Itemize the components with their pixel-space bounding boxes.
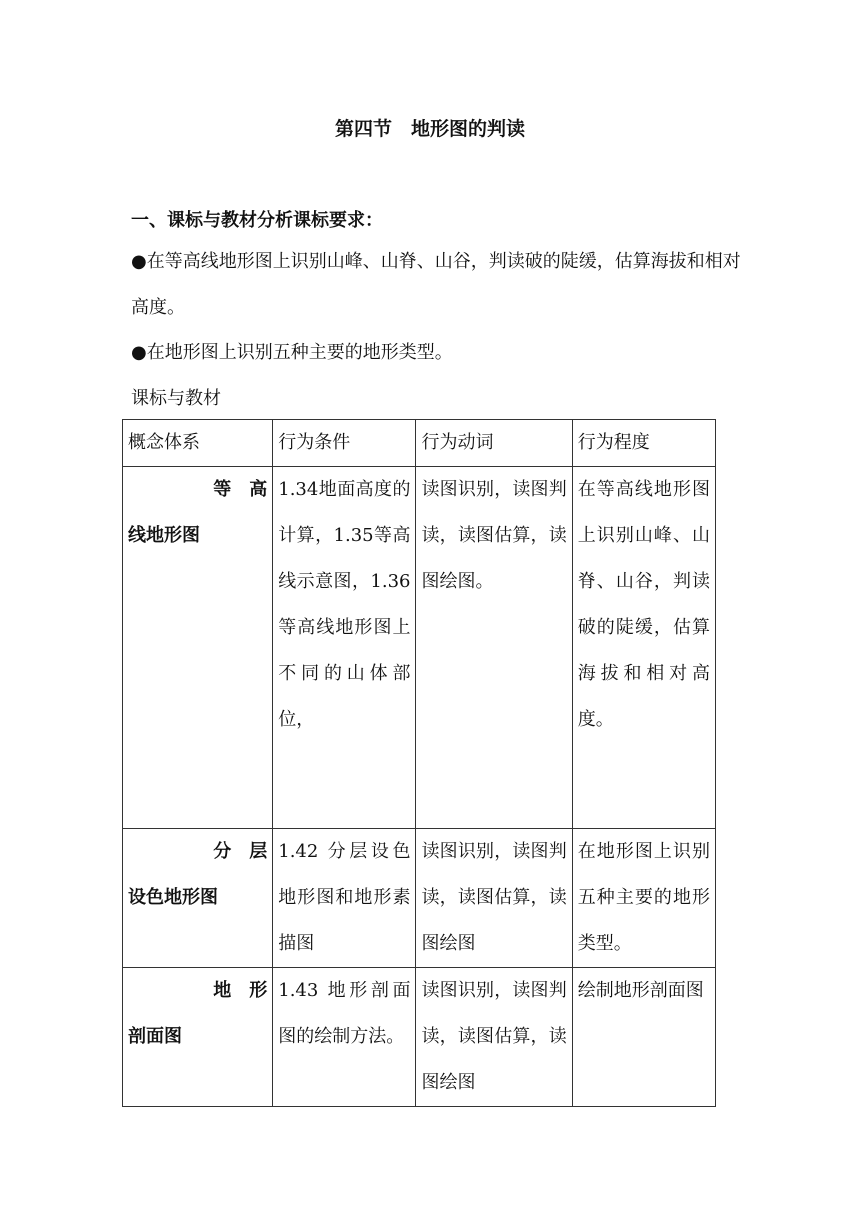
degree-cell: 在等高线地形图上识别山峰、山脊、山谷，判读破的陡缓，估算海拔和相对高度。 [572, 467, 715, 829]
condition-cell: 1.43 地形剖面图的绘制方法。 [273, 968, 416, 1107]
degree-cell: 在地形图上识别五种主要的地形类型。 [572, 829, 715, 968]
condition-cell: 1.42 分层设色地形图和地形素描图 [273, 829, 416, 968]
concept-label-bottom: 剖面图 [128, 1026, 182, 1047]
concept-label-bottom: 设色地形图 [128, 887, 218, 908]
table-caption: 课标与教材 [131, 388, 221, 409]
concept-label-top: 分 层 [213, 841, 268, 862]
header-behavior-degree: 行为程度 [572, 420, 715, 467]
concept-cell [123, 968, 273, 1107]
section-heading: 一、课标与教材分析课标要求： [131, 210, 383, 231]
degree-cell: 绘制地形剖面图 [572, 968, 715, 1107]
verb-cell: 读图识别，读图判读，读图估算，读图绘图 [416, 829, 572, 968]
concept-cell [123, 467, 273, 829]
concept-label-top: 等 高 [213, 479, 268, 500]
table-row [123, 467, 716, 829]
header-behavior-verb: 行为动词 [416, 420, 572, 467]
table-row [123, 829, 716, 968]
header-behavior-condition: 行为条件 [273, 420, 416, 467]
table-row [123, 968, 716, 1107]
concept-label-top: 地 形 [213, 980, 268, 1001]
curriculum-table [122, 419, 716, 1107]
document-title: 第四节 地形图的判读 [334, 118, 525, 140]
requirement-bullet-1: ●在等高线地形图上识别山峰、山脊、山谷，判读破的陡缓，估算海拔和相对高度。 [131, 251, 741, 318]
table-header-row [123, 420, 716, 467]
concept-cell [123, 829, 273, 968]
condition-cell: 1.34地面高度的计算，1.35等高线示意图，1.36 等高线地形图上不同的山体部位， [273, 467, 416, 829]
verb-cell: 读图识别，读图判读，读图估算，读图绘图。 [416, 467, 572, 829]
concept-label-bottom: 线地形图 [128, 525, 200, 546]
requirement-bullet-2: ●在地形图上识别五种主要的地形类型。 [131, 342, 453, 363]
header-concept-system: 概念体系 [123, 420, 273, 467]
verb-cell: 读图识别，读图判读，读图估算，读图绘图 [416, 968, 572, 1107]
